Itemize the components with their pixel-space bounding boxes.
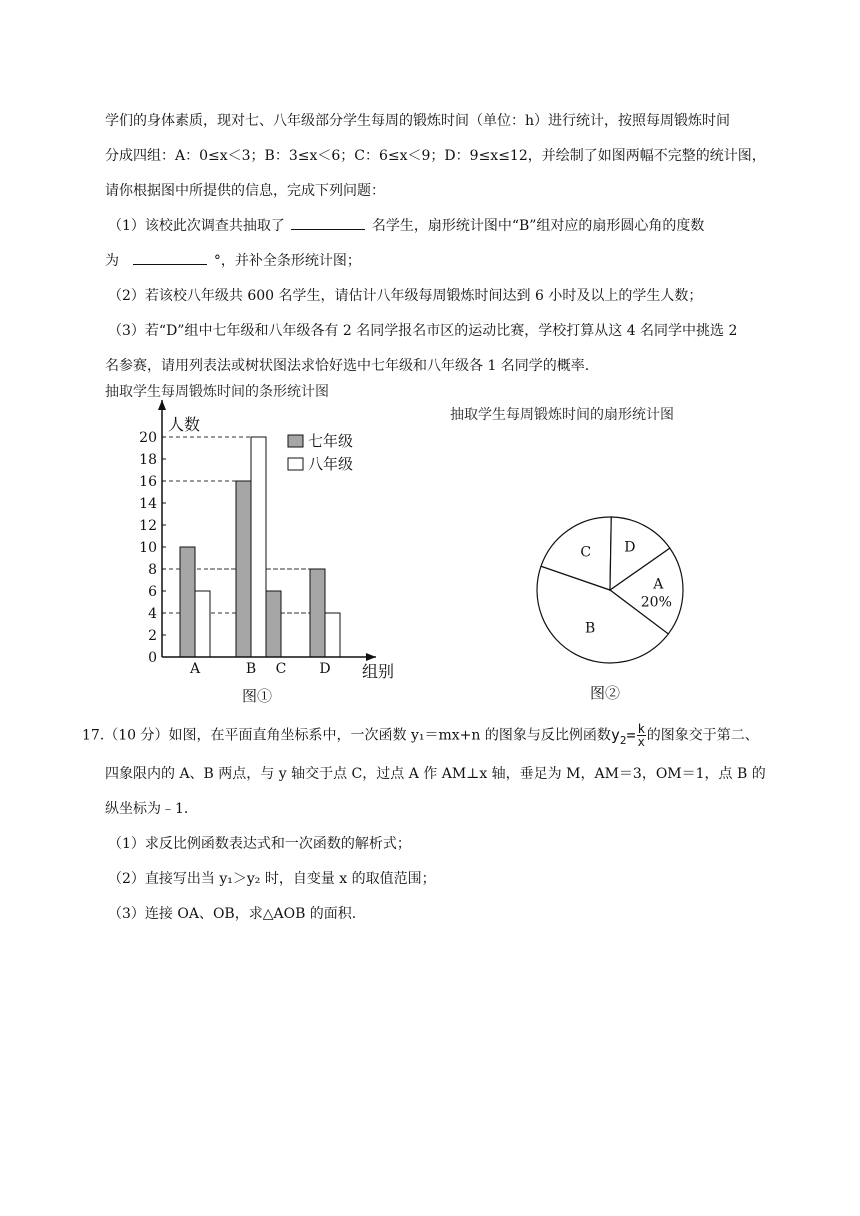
bar-A-series-2	[195, 591, 210, 657]
bar-C-series-1	[266, 591, 281, 657]
question-17-part-3: （3）连接 OA、OB，求△AOB 的面积.	[108, 906, 357, 922]
pie-chart	[525, 505, 695, 675]
question-16-part-2: （2）若该校八年级共 600 名学生，请估计八年级每周锻炼时间达到 6 小时及以上的学生人数；	[108, 288, 703, 304]
x-tick-label-C: C	[275, 661, 287, 677]
answer-blank-1[interactable]	[291, 217, 365, 230]
q17-fraction-numerator: k	[637, 722, 645, 736]
y-axis-label: 人数	[168, 415, 201, 434]
y-tick-label: 6	[148, 584, 157, 600]
question-16-part-3-cont: 名参赛，请用列表法或树状图法求恰好选中七年级和八年级各 1 名同学的概率.	[105, 358, 590, 374]
legend-swatch-2	[288, 458, 303, 470]
figure-1-caption: 图①	[242, 687, 273, 705]
question-16-part-3: （3）若“D”组中七年级和八年级各有 2 名同学报名市区的运动比赛，学校打算从这 4 名同学中挑选 2	[108, 323, 738, 339]
question-17-line-3: 纵坐标为﹣1.	[105, 801, 189, 817]
pie-label-D: D	[624, 539, 636, 556]
figure-2-caption: 图②	[590, 684, 621, 702]
intro-line-1: 学们的身体素质，现对七、八年级部分学生每周的锻炼时间（单位：h）进行统计，按照每周锻炼时间	[105, 113, 731, 129]
q16-p1-text-c: 为	[105, 253, 119, 269]
question-16-part-1	[108, 215, 704, 235]
q17-line1-text-b: 的图象交于第二、	[646, 727, 759, 744]
x-tick-label-A: A	[189, 661, 201, 677]
x-axis-arrow-icon	[366, 653, 376, 661]
question-17-part-2: （2）直接写出当 y₁＞y₂ 时，自变量 x 的取值范围；	[108, 871, 436, 887]
pie-label-B: B	[584, 620, 596, 637]
question-17-line-2: 四象限内的 A、B 两点，与 y 轴交于点 C，过点 A 作 AM⊥x 轴，垂足为 M，AM＝3，OM＝1，点 B 的	[105, 766, 766, 782]
y-tick-label: 16	[139, 474, 157, 490]
q16-p1-text-a: （1）该校此次调查共抽取了	[108, 218, 285, 234]
legend-swatch-1	[288, 435, 303, 447]
pie-chart-title: 抽取学生每周锻炼时间的扇形统计图	[450, 407, 674, 423]
q17-fraction-denominator: x	[637, 735, 645, 749]
q16-p1-text-b: 名学生，扇形统计图中“B”组对应的扇形圆心角的度数	[371, 218, 705, 234]
question-17-part-1: （1）求反比例函数表达式和一次函数的解析式；	[108, 836, 411, 852]
y-tick-label: 18	[139, 452, 157, 468]
y-tick-label: 20	[139, 430, 157, 446]
bar-A-series-1	[180, 547, 195, 657]
y-tick-label: 10	[139, 540, 157, 556]
bar-chart	[130, 400, 410, 690]
x-tick-label-B: B	[245, 661, 257, 677]
bar-chart-title: 抽取学生每周锻炼时间的条形统计图	[105, 384, 329, 400]
y-axis-arrow-icon	[158, 400, 166, 410]
question-16-part-1-cont	[105, 250, 361, 270]
q17-y2-subscript: 2	[619, 733, 627, 747]
question-17-line-1	[82, 723, 759, 748]
y-tick-label: 8	[148, 562, 157, 578]
legend-label-2: 八年级	[308, 455, 354, 473]
y-tick-label: 0	[148, 650, 157, 666]
q17-y2-letter: y	[610, 725, 620, 744]
bar-B-series-1	[236, 481, 251, 657]
x-axis-label: 组别	[362, 662, 395, 681]
legend-label-1: 七年级	[308, 432, 354, 450]
q17-y2-symbol	[610, 725, 636, 747]
bar-B-series-2	[251, 437, 266, 657]
y-tick-label: 2	[148, 628, 157, 644]
answer-blank-2[interactable]	[133, 252, 207, 265]
y-tick-label: 12	[139, 518, 157, 534]
pie-percent-A: 20%	[640, 594, 672, 611]
x-tick-label-D: D	[319, 661, 331, 677]
intro-line-2: 分成四组：A：0≤x＜3；B：3≤x＜6；C：6≤x＜9；D：9≤x≤12，并绘制了如图两幅不完整的统计图，	[105, 148, 766, 164]
intro-line-3: 请你根据图中所提供的信息，完成下列问题：	[105, 183, 385, 199]
pie-label-A: A	[653, 576, 664, 593]
y-tick-label: 14	[139, 496, 157, 512]
y-tick-label: 4	[148, 606, 157, 622]
q17-fraction	[637, 723, 646, 748]
q17-equals: =	[626, 725, 636, 744]
bar-D-series-1	[310, 569, 325, 657]
pie-label-C: C	[580, 544, 592, 561]
bar-D-series-2	[325, 613, 340, 657]
q17-line1-text-a: 17.（10 分）如图，在平面直角坐标系中，一次函数 y₁＝mx+n 的图象与反比例函数	[82, 727, 611, 744]
q16-p1-text-d: °，并补全条形统计图；	[213, 253, 361, 269]
